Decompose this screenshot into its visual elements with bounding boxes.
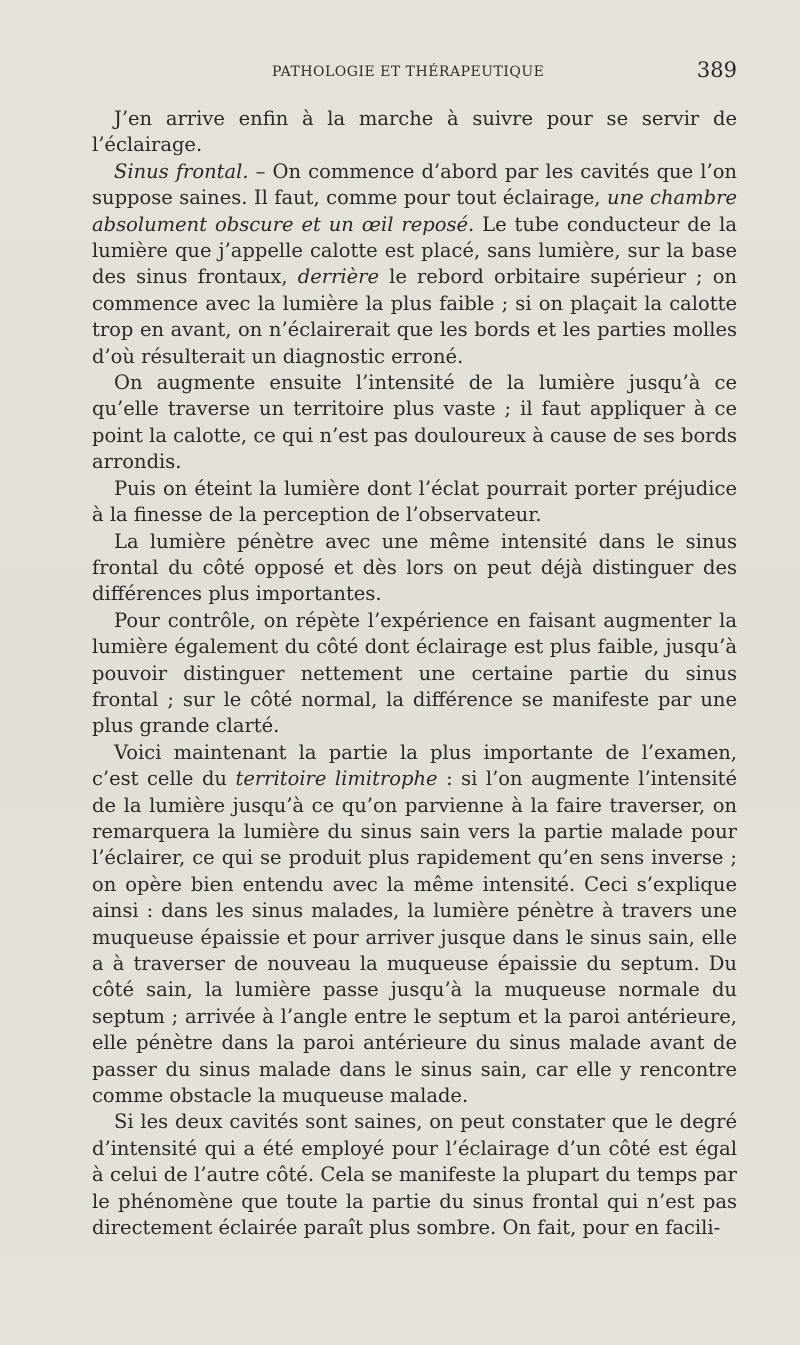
paragraph-5: [92, 529, 737, 608]
paragraph-4-text: Puis on éteint la lumière dont l’éclat pourrait porter préjudice à la finesse de la perception de l’observateur.: [92, 476, 737, 527]
paragraph-2-text-b: . Le tube conducteur de la lumière que j’appelle calotte est placé, sans lumière, sur la base des sinus frontaux,: [92, 212, 737, 289]
paragraph-7-text-b: : si l’on augmente l’intensité de la lumière jusqu’à ce qu’on parvienne à la faire traverser, on remarquera la lumière du sinus sain vers la partie malade pour l’éclairer, ce qui se produit plus rapidement qu’en sens inverse ; on opère bien entendu avec la même intensité. Ceci s’explique ainsi : dans les sinus malades, la lumière pénètre à travers une muqueuse épaissie et pour arriver jusque dans le sinus sain, elle a à traverser de nouveau la muqueuse épaissie du septum. Du côté sain, la lumière passe jusqu’à la muqueuse normale du septum ; arrivée à l’angle entre le septum et la paroi antérieure, elle pénètre dans la paroi antérieure du sinus malade avant de passer du sinus malade dans le sinus sain, car elle y rencontre comme obstacle la muqueuse malade.: [92, 767, 737, 1108]
paragraph-3: [92, 370, 737, 476]
section-heading-sinus-frontal: Sinus frontal.: [114, 159, 249, 183]
paragraph-2-italic-b: derrière: [297, 265, 380, 289]
paragraph-8-text: Si les deux cavités sont saines, on peut constater que le degré d’intensité qui a été employé pour l’éclairage d’un côté est égal à celui de l’autre côté. Cela se manifeste la plupart du temps par le phénomène que toute la partie du sinus frontal qui n’est pas directement éclairée paraît plus sombre. On fait, pour en facili-: [92, 1110, 737, 1240]
paragraph-1-text: J’en arrive enfin à la marche à suivre pour se servir de l’éclairage.: [92, 107, 737, 157]
paragraph-2-text-c: le rebord orbitaire supérieur ; on commence avec la lumière la plus faible ; si on plaçait la calotte trop en avant, on n’éclairerait que les bords et les parties molles d’où résulterait un diagnostic erroné.: [92, 265, 737, 368]
paragraph-3-text: On augmente ensuite l’intensité de la lumière jusqu’à ce qu’elle traverse un territoire plus vaste ; il faut appliquer à ce point la calotte, ce qui n’est pas douloureux à cause de ses bords arrondis.: [92, 371, 737, 474]
paragraph-5-text: La lumière pénètre avec une même intensité dans le sinus frontal du côté opposé et dès lors on peut déjà distinguer des différences plus importantes.: [92, 529, 737, 606]
paragraph-7: [92, 740, 737, 1110]
page-header: [92, 58, 737, 88]
paragraph-1: [92, 106, 737, 159]
paragraph-2: [92, 159, 737, 370]
paragraph-2-italic-a: une chambre absolument obscure et un œil reposé: [92, 186, 737, 236]
paragraph-4: [92, 476, 737, 529]
running-head: PATHOLOGIE ET THÉRAPEUTIQUE: [272, 64, 545, 80]
paragraph-7-text-a: Voici maintenant la partie la plus importante de l’examen, c’est celle du: [92, 740, 737, 791]
paragraph-6-text: Pour contrôle, on répète l’expérience en faisant augmenter la lumière également du côté dont éclairage est plus faible, jusqu’à pouvoir distinguer nettement une certaine partie du sinus frontal ; sur le côté normal, la différence se manifeste par une plus grande clarté.: [92, 608, 737, 738]
paragraph-8: [92, 1109, 737, 1241]
paragraph-6: [92, 608, 737, 740]
paragraph-7-italic: territoire limitrophe: [235, 767, 438, 791]
body-text: [92, 106, 737, 1241]
page-number: 389: [696, 58, 737, 82]
paragraph-2-text-a: – On commence d’abord par les cavités que l’on suppose saines. Il faut, comme pour tout éclairage,: [92, 159, 737, 210]
